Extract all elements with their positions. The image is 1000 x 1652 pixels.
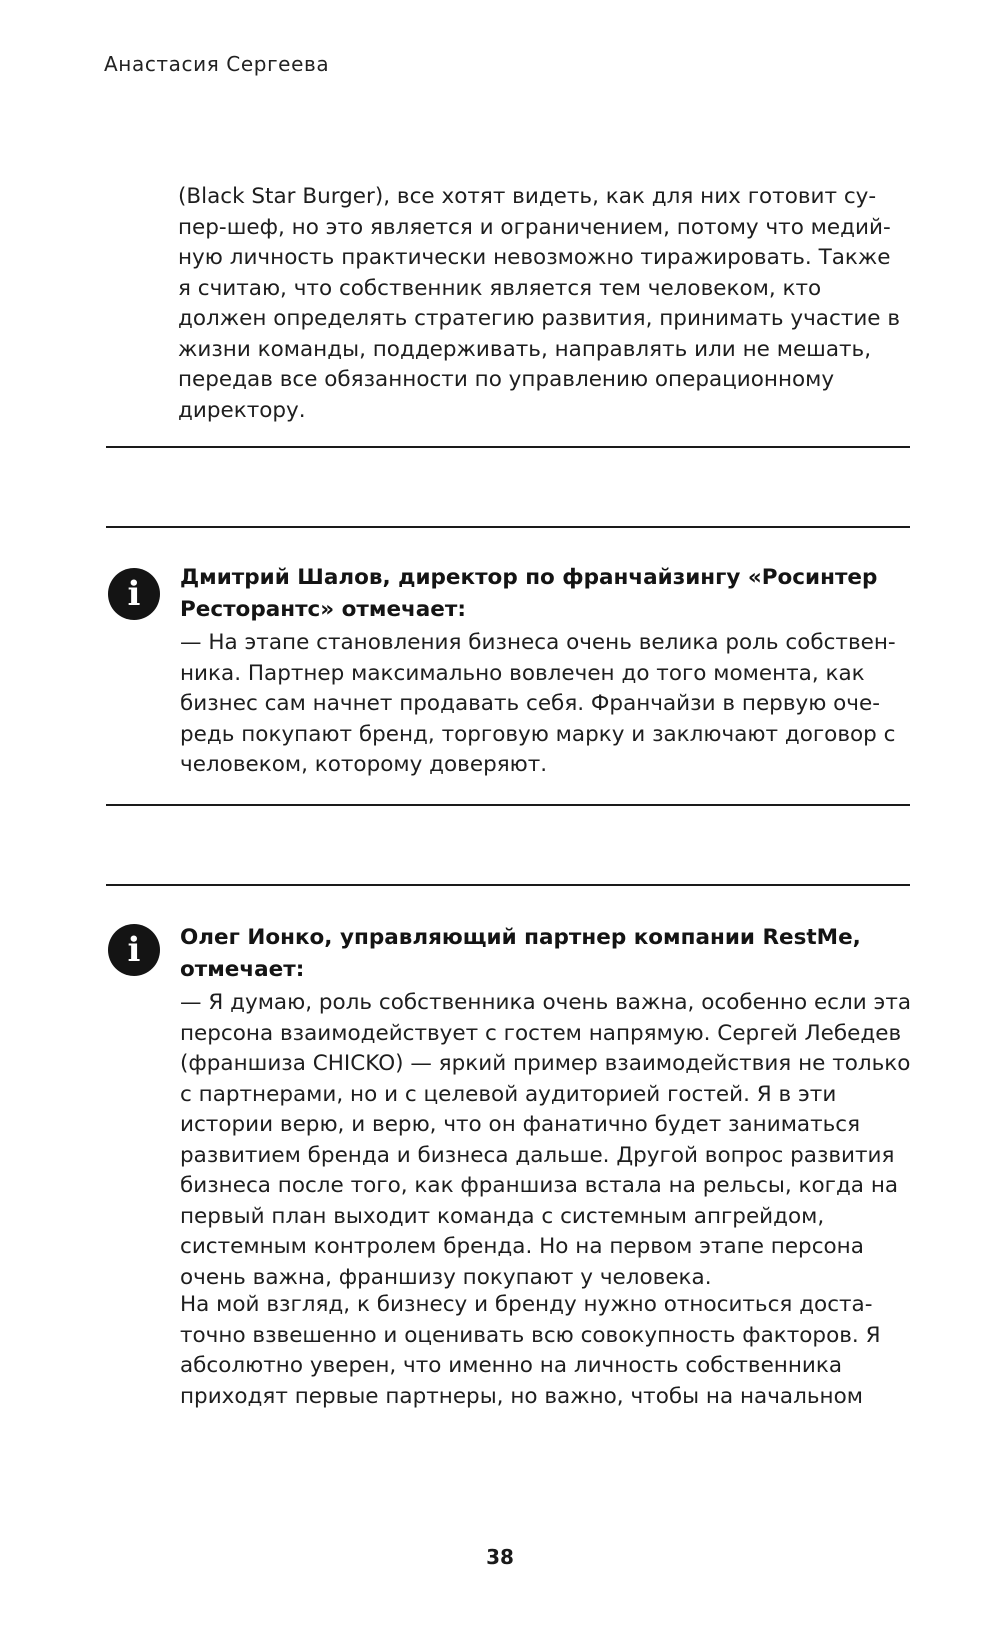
divider-rule [106,804,910,806]
box-paragraph: — На этапе становления бизнеса очень велика роль собственника. Партнер максимально вовлечен до того момента, как бизнес сам начнет продавать себя. Франчайзи в первую очередь покупают бренд, торговую марку и заключают договор с человеком, которому доверяют. [180,630,896,777]
running-head: Анастасия Сергеева [104,52,330,76]
box-paragraph: — Я думаю, роль собственника очень важна, особенно если эта персона взаимодействует с гостем напрямую. Сергей Лебедев (франшиза CHICKO) — яркий пример взаимодействия не только с партнерами, но и с целевой аудиторией гостей. Я в эти истории верю, и верю, что он фанатично будет заниматься развитием бренда и бизнеса дальше. Другой вопрос развития бизнеса после того, как франшиза встала на рельсы, когда на первый план выходит команда с системным апгрейдом, системным контролем бренда. Но на первом этапе персона очень важна, франшизу покупают у человека. [180,990,912,1290]
intro-paragraph: (Black Star Burger), все хотят видеть, как для них готовит супер-шеф, но это является и ограничением, потому что медийную личность практически невозможно тиражировать. Также я считаю, что собственник является тем человеком, кто должен определять стратегию развития, принимать участие в жизни команды, поддерживать, направлять или не мешать, передав все обязанности по управлению операционному директору. [178,184,901,423]
divider-rule [106,526,910,528]
info-icon: i [108,568,160,620]
box-paragraph: На мой взгляд, к бизнесу и бренду нужно относиться достаточно взвешенно и оценивать всю совокупность факторов. Я абсолютно уверен, что именно на личность собственника приходят первые партнеры, но важно, чтобы на начальном [180,1292,881,1409]
divider-rule [106,446,910,448]
box-heading: Олег Ионко, управляющий партнер компании RestMe, отмечает: [180,925,861,982]
page-number: 38 [486,1545,514,1569]
box-heading: Дмитрий Шалов, директор по франчайзингу «Росинтер Ресторантс» отмечает: [180,565,878,622]
info-icon: i [108,924,160,976]
divider-rule [106,884,910,886]
